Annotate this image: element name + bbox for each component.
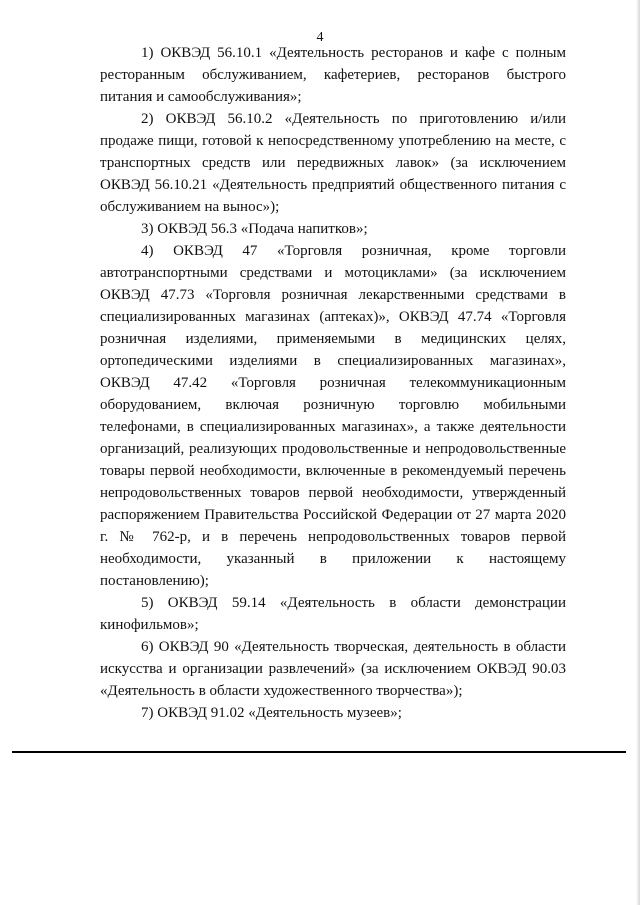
list-item-7: 7) ОКВЭД 91.02 «Деятельность музеев»; <box>141 705 402 721</box>
document-body <box>100 42 566 724</box>
list-item-4: 4) ОКВЭД 47 «Торговля розничная, кроме торговли автотранспортными средствами и мотоциклами» (за исключением ОКВЭД 47.73 «Торговля розничная лекарственными средствами в специализированных магазинах (аптеках)», ОКВЭД 47.74 «Торговля розничная изделиями, применяемыми в медицинских целях, ортопедическими изделиями в специализированных магазинах», ОКВЭД 47.42 «Торговля розничная телекоммуникационным оборудованием, включая розничную торговлю мобильными телефонами, в специализированных магазинах», а также деятельности организаций, реализующих продовольственные и непродовольственные товары первой необходимости, включенные в рекомендуемый перечень непродовольственных товаров первой необходимости, утвержденный распоряжением Правительства Российской Федерации от 27 марта 2020 г. № 762-р, и в перечень непродовольственных товаров первой необходимости, указанный в приложении к настоящему постановлению); <box>100 243 566 589</box>
bottom-divider <box>12 751 626 753</box>
list-item-2: 2) ОКВЭД 56.10.2 «Деятельность по приготовлению и/или продаже пищи, готовой к непосредственному употреблению на месте, с транспортных средств или передвижных лавок» (за исключением ОКВЭД 56.10.21 «Деятельность предприятий общественного питания с обслуживанием на вынос»); <box>100 111 566 215</box>
scan-edge-shadow <box>636 0 640 905</box>
list-item-1: 1) ОКВЭД 56.10.1 «Деятельность ресторанов и кафе с полным ресторанным обслуживанием, кафетериев, ресторанов быстрого питания и самообслуживания»; <box>100 45 566 105</box>
list-item-3: 3) ОКВЭД 56.3 «Подача напитков»; <box>141 221 368 237</box>
list-item-5: 5) ОКВЭД 59.14 «Деятельность в области демонстрации кинофильмов»; <box>100 595 566 633</box>
list-item-6: 6) ОКВЭД 90 «Деятельность творческая, деятельность в области искусства и организации развлечений» (за исключением ОКВЭД 90.03 «Деятельность в области художественного творчества»); <box>100 639 566 699</box>
page-number: 4 <box>316 30 324 45</box>
